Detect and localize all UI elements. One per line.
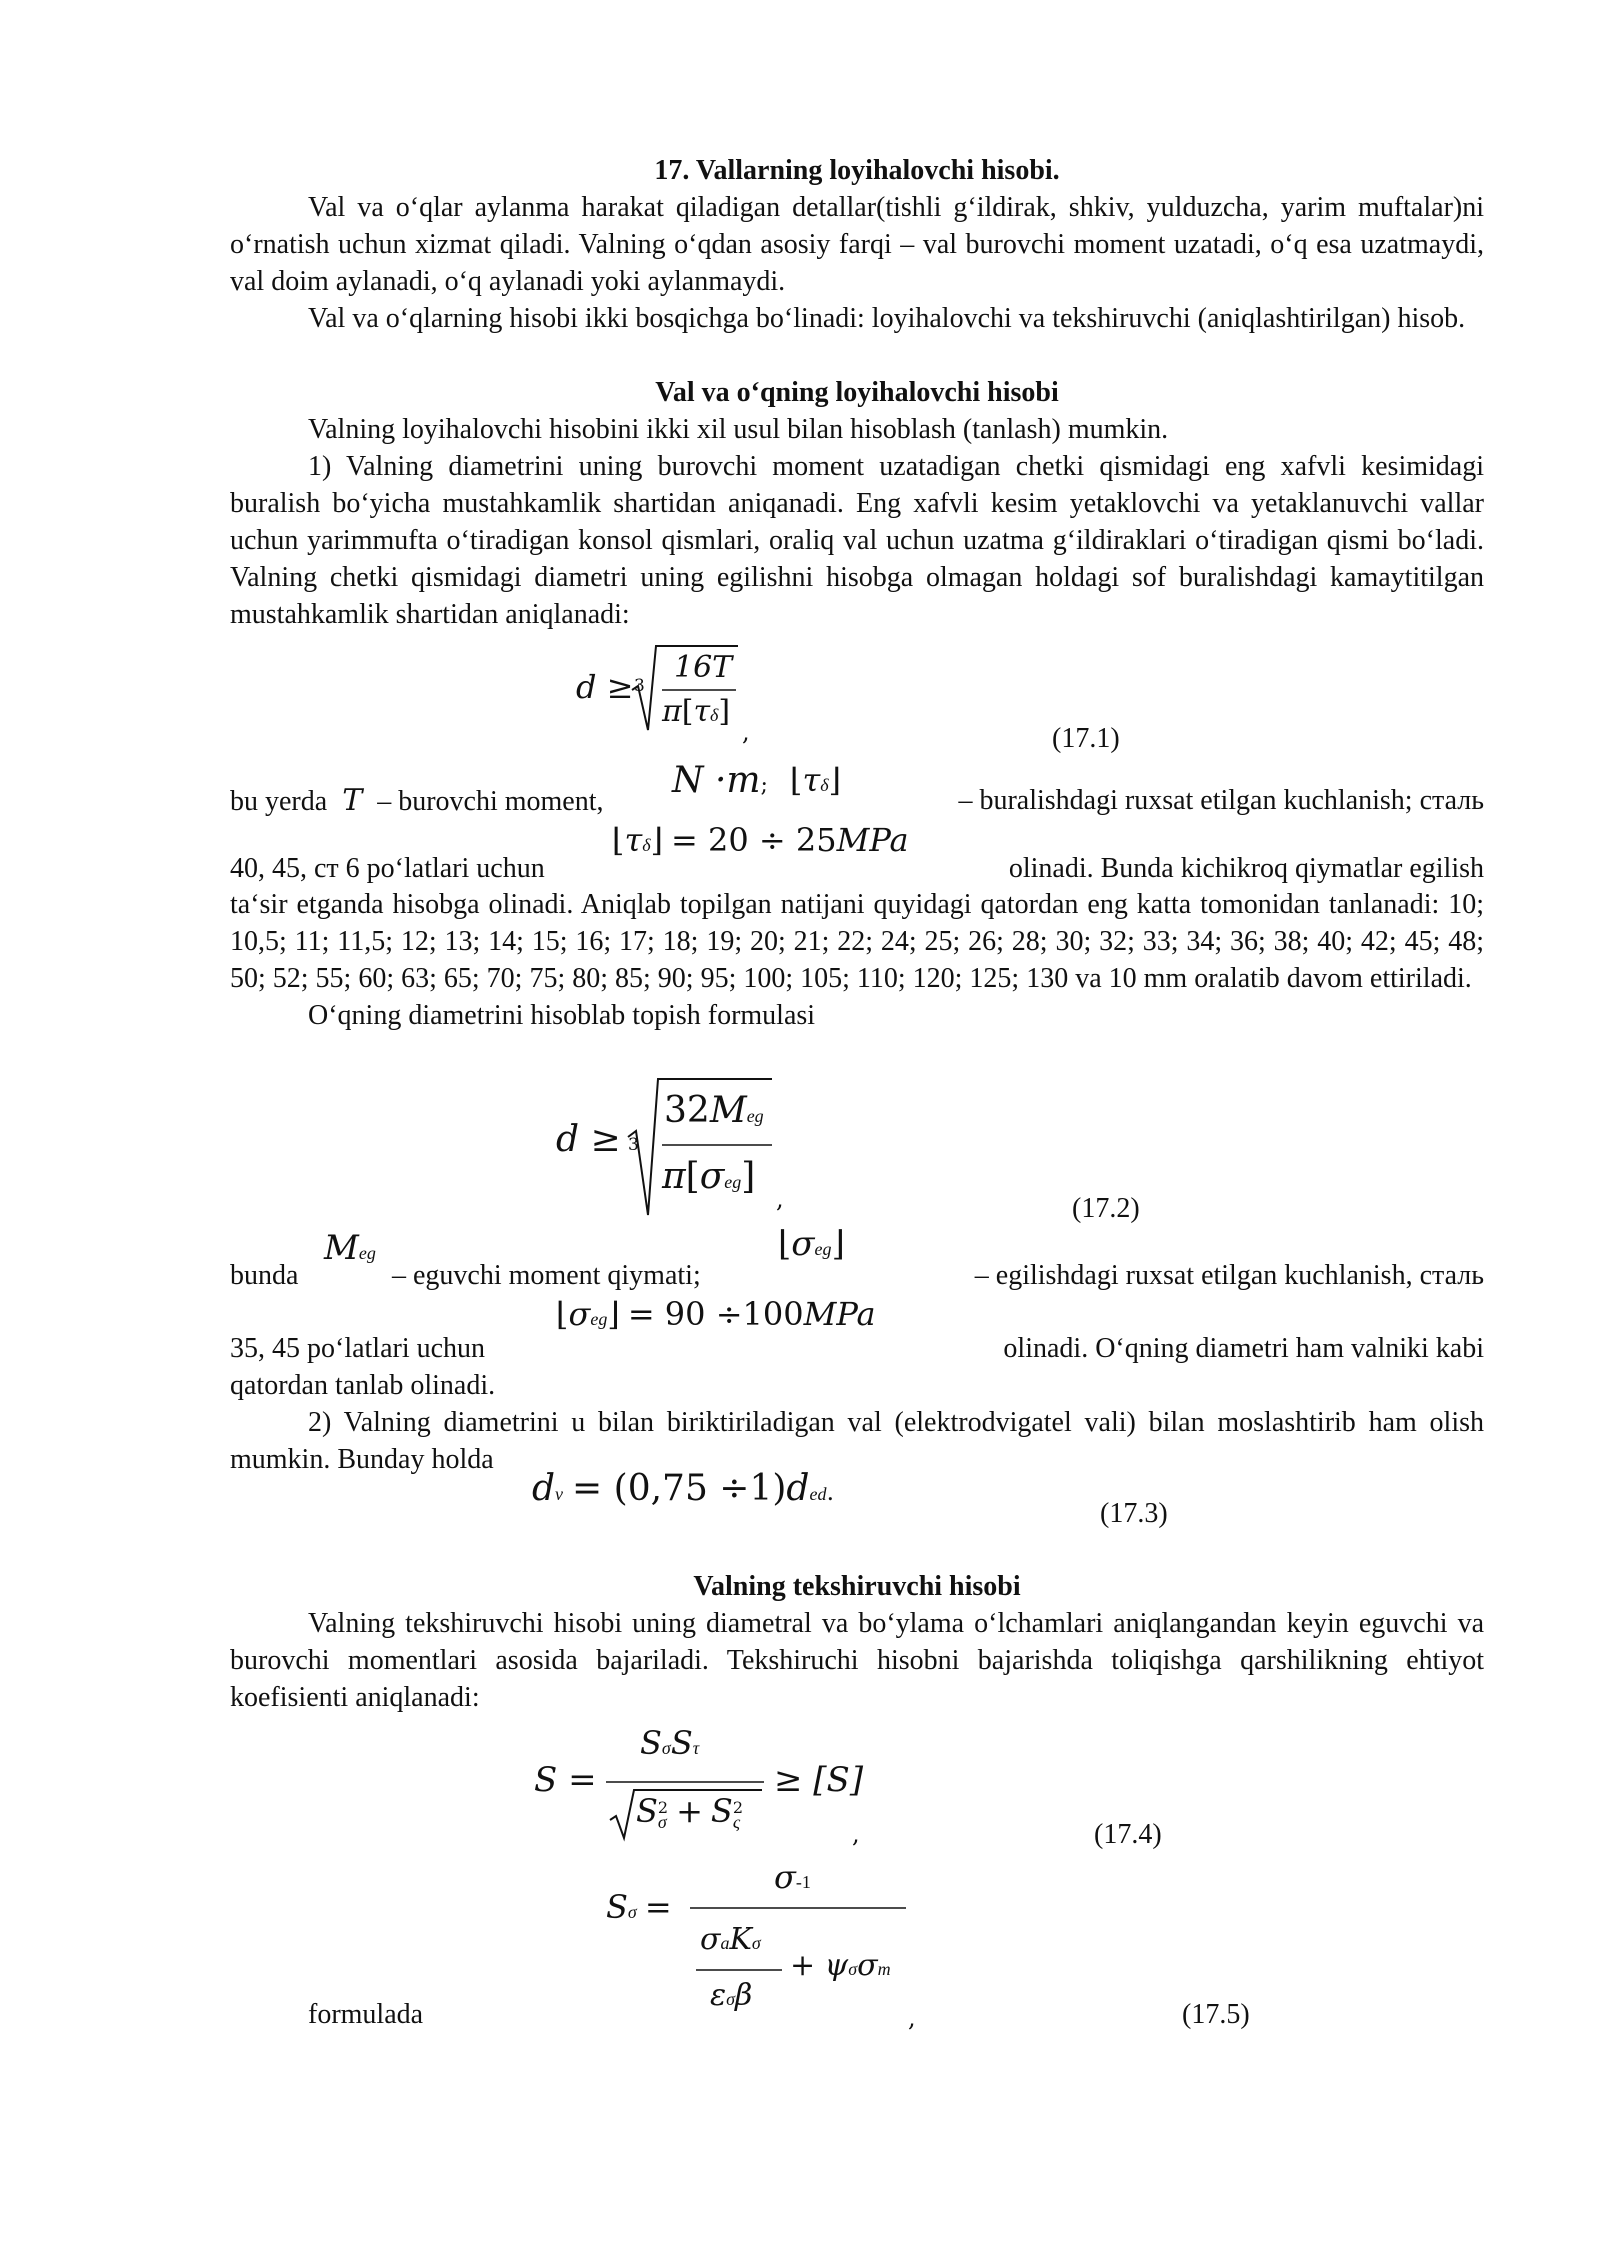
equation-17-3: dv = (0,75 ÷1)ded. (532, 1468, 835, 1509)
equation-17-4-rhs: ≥ [S] (774, 1760, 864, 1800)
check-block (230, 1605, 1484, 1716)
equation-17-5-number: (17.5) (1182, 1999, 1250, 2030)
axle-formula-intro: O‘qning diametrini hisoblab topish formulasi (308, 1000, 816, 1031)
subsection-title-check: Valning tekshiruvchi hisobi (693, 1571, 1021, 1602)
equation-17-4-lhs: S = (534, 1760, 597, 1800)
section-title: 17. Vallarning loyihalovchi hisobi. (654, 155, 1060, 186)
equation-17-3-number: (17.3) (1100, 1498, 1168, 1529)
symbol-tau-allowable: ⌊τδ⌋ (790, 761, 842, 799)
line-moment-text-a: bunda (230, 1260, 299, 1291)
series-paragraph: ta‘sir etganda hisobga olinadi. Aniqlab topilgan natijani quyidagi qatordan eng katta tomonidan tanlanadi: 10; 10,5; 11; 11,5; 12; 13; 14; 15; 16; 17; 18; 19; 20; 21; 22; 24; 25; 26; 28; 30; 32; 33; 34; 36; 38; 40; 42; 45; 48; 50; 52; 55; 60; 63; 65; 70; 75; 80; 85; 90; 95; 100; 105; 110; 120; 125; 130 va 10 mm oralatib davom ettiriladi. (230, 889, 1484, 994)
intro-paragraph-2: Val va o‘qlarning hisobi ikki bosqichga bo‘linadi: loyihalovchi va tekshiruvchi (aniqlashtirilgan) hisob. (308, 303, 1466, 334)
equation-17-1-number: (17.1) (1052, 723, 1120, 754)
equation-17-4-number: (17.4) (1094, 1819, 1162, 1850)
formulada-label: formulada (308, 1999, 424, 2030)
line-steel2-text-b: olinadi. O‘qning diametri ham valniki kabi (1003, 1333, 1484, 1364)
equation-17-5-psi-term: + ψσσm (790, 1948, 891, 1983)
equation-17-4-numerator: SσSτ (640, 1724, 700, 1762)
intro-paragraph-1: Val va o‘qlar aylanma harakat qiladigan detallar(tishli g‘ildirak, shkiv, yulduzcha, yarim muftalar)ni o‘rnatish uchun xizmat qiladi. Valning o‘qdan asosiy farqi – val burovchi moment uzatadi, o‘q esa uzatmaydi, val doim aylanadi, o‘q aylanadi yoki aylanmaydi. (230, 192, 1484, 297)
equation-17-4-comma: , (852, 1820, 860, 1848)
equation-17-4-denominator: S 2 σ + S 2 ς (636, 1792, 744, 1832)
equation-17-2 (550, 1075, 810, 1225)
equation-17-4 (530, 1720, 890, 1850)
equation-17-1-numerator: 16T (674, 650, 733, 685)
equation-17-1 (570, 638, 770, 748)
line-torque-text-b: – burovchi moment, (377, 786, 604, 817)
check-paragraph: Valning tekshiruvchi hisobi uning diametral va bo‘ylama o‘lchamlari aniqlangandan keyin eguvchi va burovchi momentlari asosida bajariladi. Tekshiruchi hisobni bajarishda toliqishga qarshilikning ehtiyot koefisienti aniqlanadi: (230, 1608, 1484, 1713)
line-steel2-text-a: 35, 45 po‘latlari uchun (230, 1333, 486, 1364)
design-block (230, 411, 1484, 633)
line-torque-text-c: – buralishdagi ruxsat etilgan kuchlanish; сталь (958, 785, 1484, 816)
expression-tau-range: ⌊τδ⌋ = 20 ÷ 25MPa (612, 821, 909, 859)
line-torque-left (230, 782, 604, 820)
equation-17-2-comma: , (776, 1185, 784, 1213)
equation-17-2-numerator: 32Meg (664, 1090, 764, 1131)
line-moment-text-c: – egilishdagi ruxsat etilgan kuchlanish, сталь (974, 1260, 1484, 1291)
equation-17-2-root-index: 3 (628, 1135, 639, 1155)
equation-17-5-inner-denominator: εσβ (710, 1978, 753, 2013)
equation-17-5-comma: , (908, 2004, 916, 2032)
symbol-T: T (342, 783, 363, 818)
equation-17-5-inner-numerator: σaKσ (700, 1922, 761, 1957)
equation-17-1-denominator: π[τδ] (662, 694, 731, 729)
expression-sigma-range: ⌊σeg⌋ = 90 ÷100MPa (556, 1295, 876, 1333)
qator-paragraph: qatordan tanlab olinadi. (230, 1370, 496, 1401)
method2-paragraph: 2) Valning diametrini u bilan biriktiriladigan val (elektrodvigatel vali) bilan moslashtirib ham olish mumkin. Bunday holda (230, 1407, 1484, 1475)
symbol-sigma-eg-allowable: ⌊σeg⌋ (778, 1224, 845, 1264)
equation-17-2-number: (17.2) (1072, 1193, 1140, 1224)
line-torque-text-a: bu yerda (230, 786, 328, 817)
subsection-title-design: Val va o‘qning loyihalovchi hisobi (655, 377, 1059, 408)
equation-17-2-denominator: π[σeg] (662, 1156, 756, 1197)
equation-17-1-lhs: d ≥ (576, 668, 634, 706)
line-moment-text-b: – eguvchi moment qiymati; (392, 1260, 701, 1291)
unit-nm: N ·m; (672, 760, 768, 801)
symbol-M-eg: Meg (324, 1228, 376, 1268)
equation-17-5-lhs: Sσ = (606, 1888, 672, 1926)
intro-block (230, 189, 1484, 337)
method2-block (230, 1367, 1484, 1478)
design-paragraph-2: 1) Valning diametrini uning burovchi moment uzatadigan chetki qismidagi eng xafvli kesimidagi buralish bo‘yicha mustahkamlik shartidan aniqanadi. Eng xafvli kesim yetaklovchi va yetaklanuvchi vallar uchun yarimmufta o‘tiradigan konsol qismlari, oraliq val uchun uzatma g‘ildiraklari o‘tiradigan qismi bo‘ladi. Valning chetki qismidagi diametri uning egilishni hisobga olmagan holdagi sof buralishdagi kamaytitilgan mustahkamlik shartidan aniqlanadi: (230, 451, 1484, 630)
design-paragraph-1: Valning loyihalovchi hisobini ikki xil usul bilan hisoblash (tanlash) mumkin. (308, 414, 1169, 445)
equation-17-5-numerator: σ-1 (774, 1858, 811, 1896)
line-steel-text-a: 40, 45, ст 6 po‘latlari uchun (230, 853, 545, 884)
equation-17-5 (606, 1858, 926, 2038)
equation-17-2-lhs: d ≥ (556, 1119, 621, 1160)
equation-17-1-comma: , (742, 718, 750, 746)
series-block (230, 886, 1484, 1034)
equation-17-1-root-index: 3 (634, 676, 645, 696)
line-steel-text-b: olinadi. Bunda kichikroq qiymatlar egilish (1008, 853, 1484, 884)
